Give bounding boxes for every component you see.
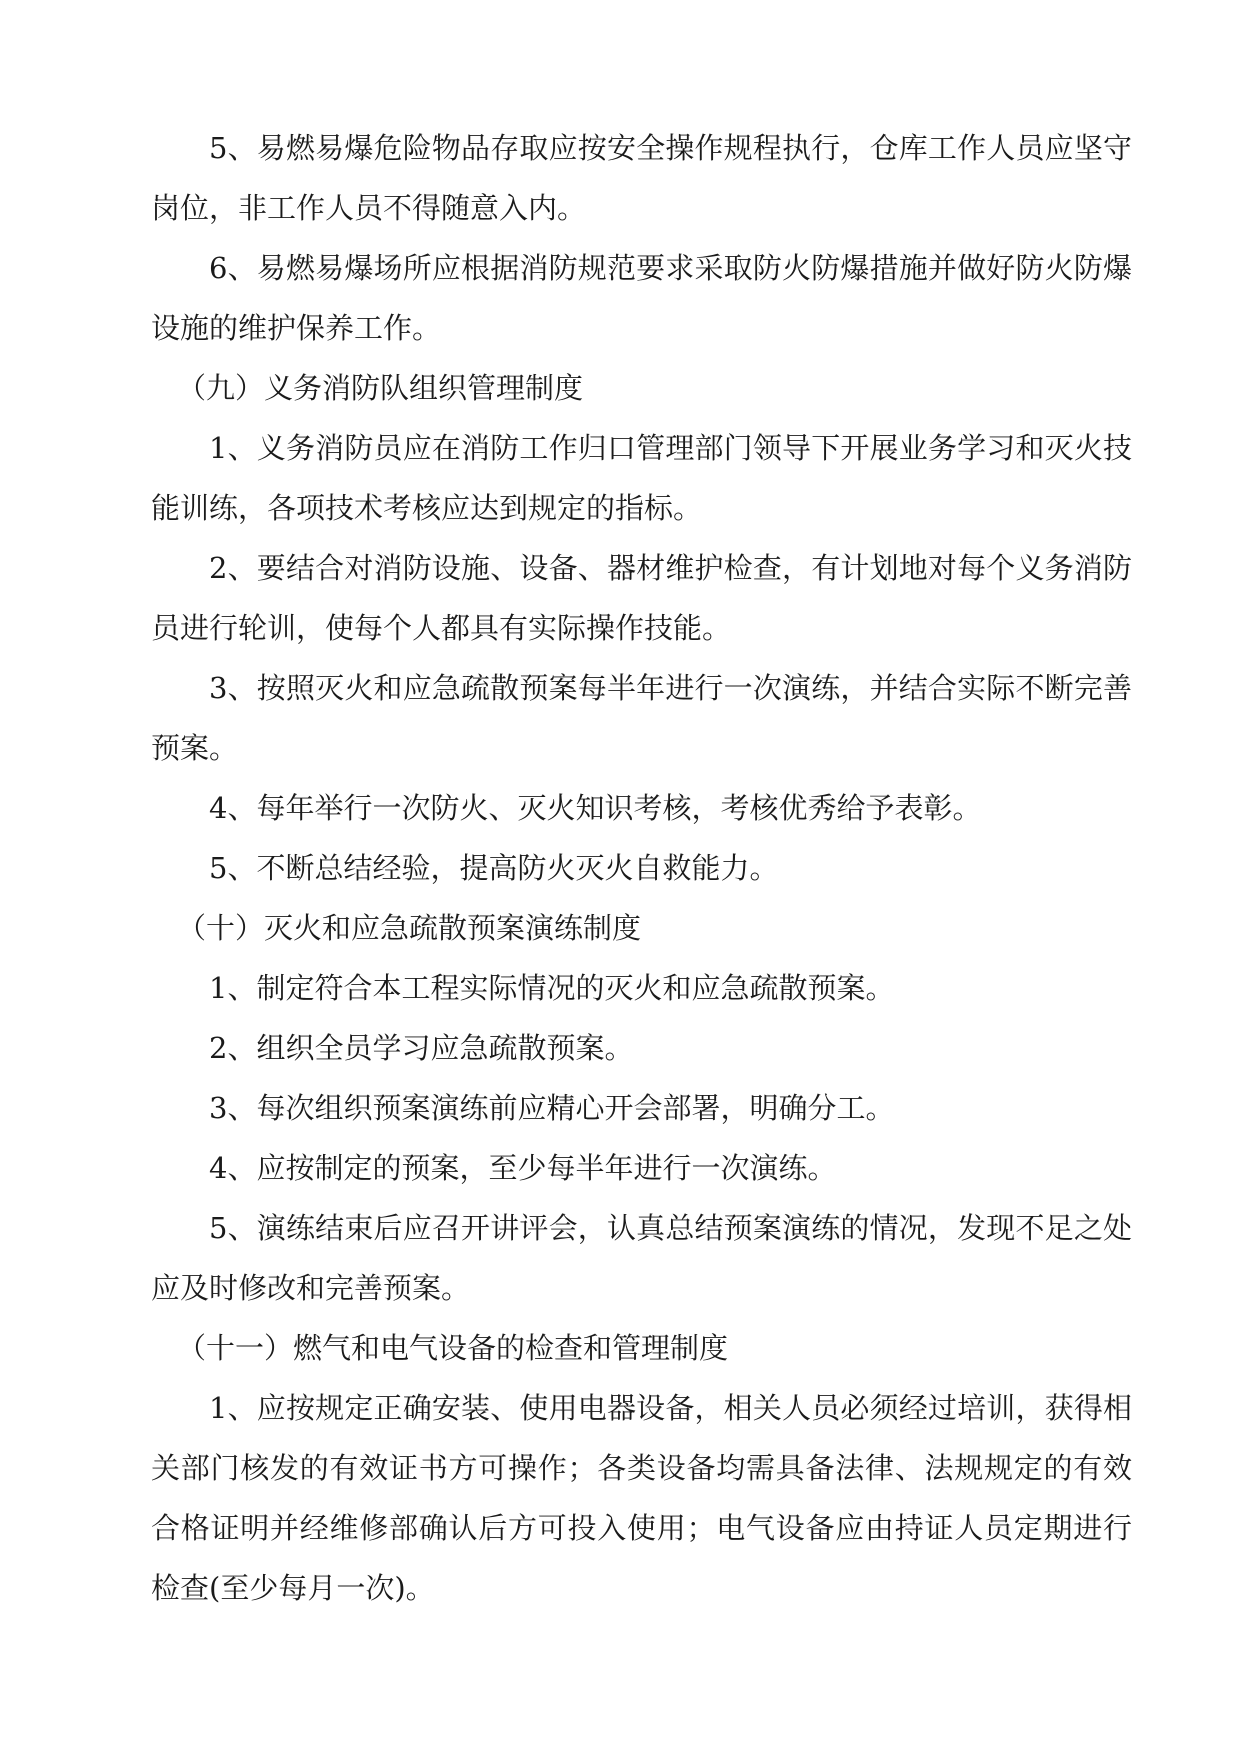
paragraph-equipment-inspection: 1、应按规定正确安装、使用电器设备，相关人员必须经过培训，获得相关部门核发的有效证书方可操作；各类设备均需具备法律、法规规定的有效合格证明并经维修部确认后方可投入使用；电气设备应由持证人员定期进行检查(至少每月一次)。 [151, 1391, 1132, 1605]
paragraph-storage-rules: 5、易燃易爆危险物品存取应按安全操作规程执行，仓库工作人员应坚守岗位，非工作人员不得随意入内。 [151, 131, 1132, 225]
paragraph-fire-prevention: 6、易燃易爆场所应根据消防规范要求采取防火防爆措施并做好防火防爆设施的维护保养工作。 [151, 251, 1132, 345]
paragraph-summarize-experience: 5、不断总结经验，提高防火灭火自救能力。 [209, 851, 779, 885]
section-heading-evacuation-drill: （十）灭火和应急疏散预案演练制度 [177, 911, 642, 945]
section-heading-volunteer-brigade: （九）义务消防队组织管理制度 [177, 371, 584, 405]
paragraph-drill-frequency: 4、应按制定的预案，至少每半年进行一次演练。 [209, 1151, 837, 1185]
paragraph-brigade-training: 1、义务消防员应在消防工作归口管理部门领导下开展业务学习和灭火技能训练，各项技术考核应达到规定的指标。 [151, 431, 1132, 525]
paragraph-drill-meeting: 3、每次组织预案演练前应精心开会部署，明确分工。 [209, 1091, 895, 1125]
paragraph-semiannual-drill: 3、按照灭火和应急疏散预案每半年进行一次演练，并结合实际不断完善预案。 [151, 671, 1132, 765]
paragraph-rotation-training: 2、要结合对消防设施、设备、器材维护检查，有计划地对每个义务消防员进行轮训，使每个人都具有实际操作技能。 [151, 551, 1132, 645]
paragraph-study-plan: 2、组织全员学习应急疏散预案。 [209, 1031, 634, 1065]
paragraph-drill-review: 5、演练结束后应召开讲评会，认真总结预案演练的情况，发现不足之处应及时修改和完善预案。 [151, 1211, 1132, 1305]
paragraph-annual-assessment: 4、每年举行一次防火、灭火知识考核，考核优秀给予表彰。 [209, 791, 982, 825]
section-heading-gas-electric: （十一）燃气和电气设备的检查和管理制度 [177, 1331, 729, 1365]
document-body [151, 118, 1132, 1618]
paragraph-make-plan: 1、制定符合本工程实际情况的灭火和应急疏散预案。 [209, 971, 895, 1005]
